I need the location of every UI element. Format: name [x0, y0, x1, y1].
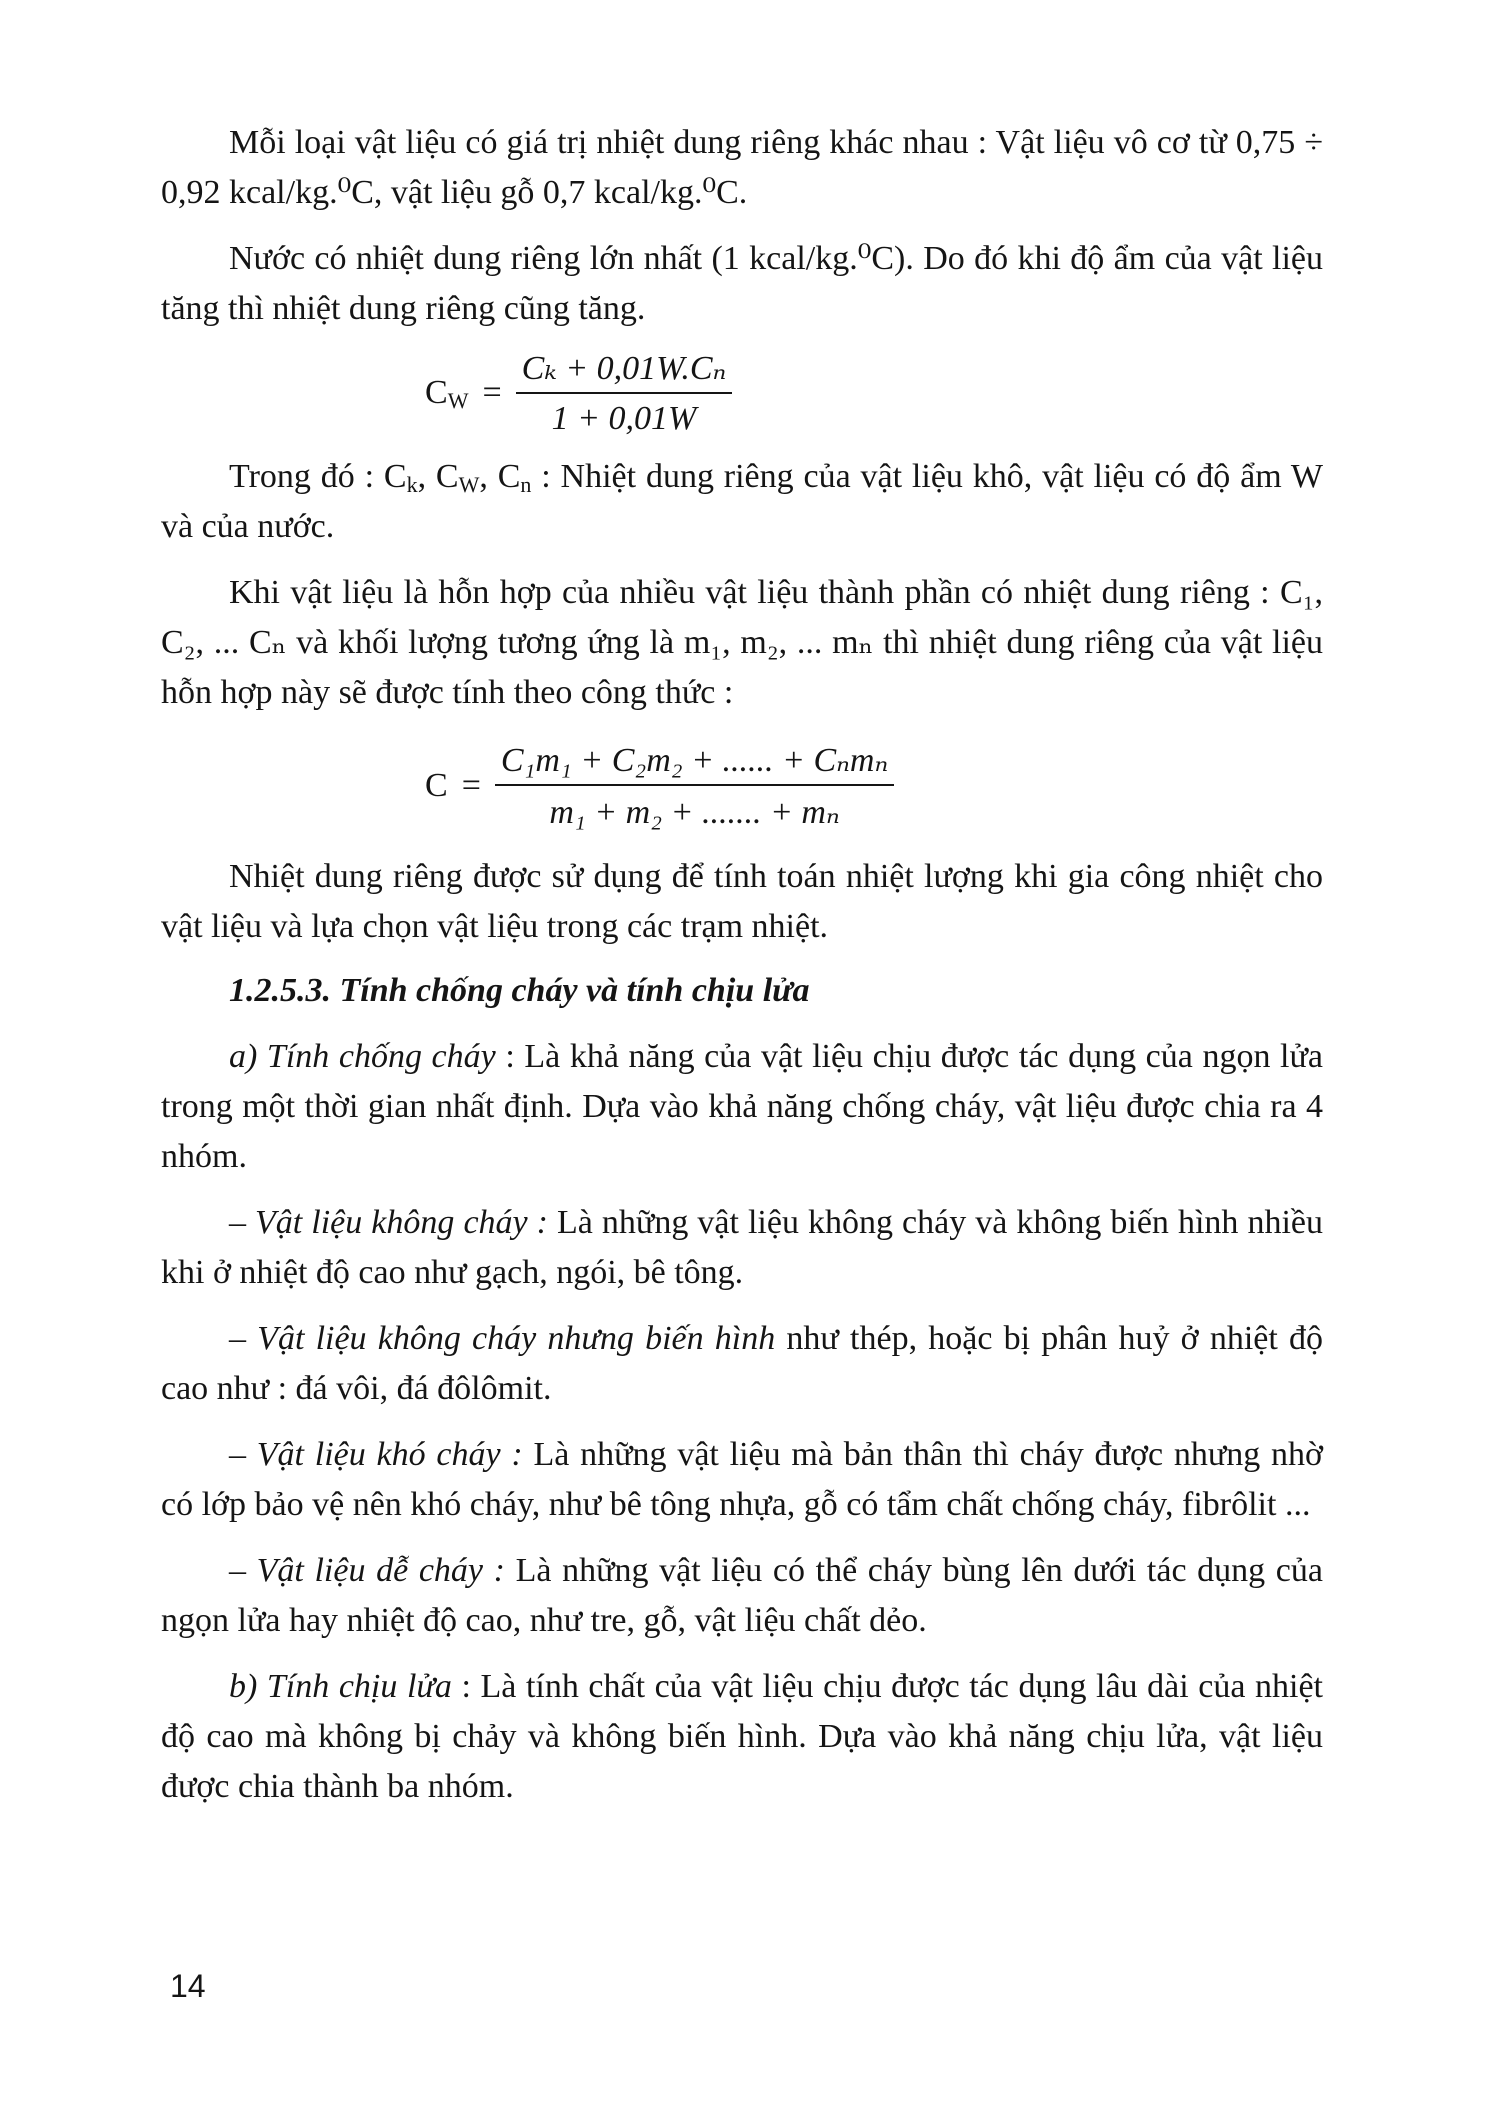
formula1-equals: =	[482, 374, 502, 411]
formula1-denominator: 1 + 0,01W	[551, 400, 697, 437]
list-item-flammable: – Vật liệu dễ cháy : Là những vật liệu có thể cháy bùng lên dưới tác dụng của ngọn lửa hay nhiệt độ cao, như tre, gỗ, vật liệu chất dẻo.	[161, 1552, 1323, 1639]
section-heading: 1.2.5.3. Tính chống cháy và tính chịu lửa	[229, 972, 810, 1009]
paragraph-fire-resistance: a) Tính chống cháy : Là khả năng của vật liệu chịu được tác dụng của ngọn lửa trong một thời gian nhất định. Dựa vào khả năng chống cháy, vật liệu được chia ra 4 nhóm.	[161, 1038, 1324, 1175]
formula2-lhs: C	[425, 767, 448, 804]
paragraph-where-definition: Trong đó : $C_k$, $C_W$, $C_n$ : Nhiệt dung riêng của vật liệu khô, vật liệu có độ ẩm W và của nước.	[161, 458, 1323, 545]
text-column	[161, 118, 1323, 1812]
list-item-noncombustible-deforming: – Vật liệu không cháy nhưng biến hình như thép, hoặc bị phân huỷ ở nhiệt độ cao như : đá vôi, đá đôlômit.	[161, 1320, 1323, 1407]
list-item-noncombustible: – Vật liệu không cháy : Là những vật liệu không cháy và không biến hình nhiều khi ở nhiệt độ cao như gạch, ngói, bê tông.	[161, 1204, 1323, 1291]
formula2-equals: =	[461, 767, 481, 804]
list-item-hard-to-burn: – Vật liệu khó cháy : Là những vật liệu mà bản thân thì cháy được nhưng nhờ có lớp bảo vệ nên khó cháy, như bê tông nhựa, gỗ có tẩm chất chống cháy, fibrôlit ...	[161, 1436, 1324, 1523]
formula2-numerator: C₁m₁ + C₂m₂ + ...... + Cₙmₙ	[495, 740, 894, 786]
paragraph-specific-heat-values: Mỗi loại vật liệu có giá trị nhiệt dung riêng khác nhau : Vật liệu vô cơ từ 0,75 ÷ 0,92 kcal/kg.⁰C, vật liệu gỗ 0,7 kcal/kg.⁰C.	[161, 124, 1323, 211]
refractoriness-label: b) Tính chịu lửa	[229, 1668, 452, 1705]
page-number: 14	[170, 1968, 206, 2004]
formula-moist-heat	[425, 348, 1323, 438]
paragraph-water-heat: Nước có nhiệt dung riêng lớn nhất (1 kcal/kg.⁰C). Do đó khi độ ẩm của vật liệu tăng thì nhiệt dung riêng cũng tăng.	[161, 240, 1323, 327]
paragraph-refractoriness: b) Tính chịu lửa : Là tính chất của vật liệu chịu được tác dụng lâu dài của nhiệt độ cao mà không bị chảy và không biến hình. Dựa vào khả năng chịu lửa, vật liệu được chia thành ba nhóm.	[161, 1668, 1323, 1805]
paragraph-mixture: Khi vật liệu là hỗn hợp của nhiều vật liệu thành phần có nhiệt dung riêng : C₁, C₂, ... Cₙ và khối lượng tương ứng là m₁, m₂, ... mₙ thì nhiệt dung riêng của vật liệu hỗn hợp này sẽ được tính theo công thức :	[161, 574, 1323, 711]
fire-resistance-label: a) Tính chống cháy	[229, 1038, 496, 1075]
formula-mixture-heat	[425, 740, 1323, 832]
formula1-fraction	[516, 348, 733, 438]
formula2-fraction	[495, 740, 894, 832]
formula1-numerator: Cₖ + 0,01W.Cₙ	[516, 348, 733, 394]
formula1-lhs: $C_W$	[425, 374, 469, 413]
paragraph-usage: Nhiệt dung riêng được sử dụng để tính toán nhiệt lượng khi gia công nhiệt cho vật liệu và lựa chọn vật liệu trong các trạm nhiệt.	[161, 858, 1323, 945]
formula2-denominator: m₁ + m₂ + ....... + mₙ	[549, 794, 840, 831]
